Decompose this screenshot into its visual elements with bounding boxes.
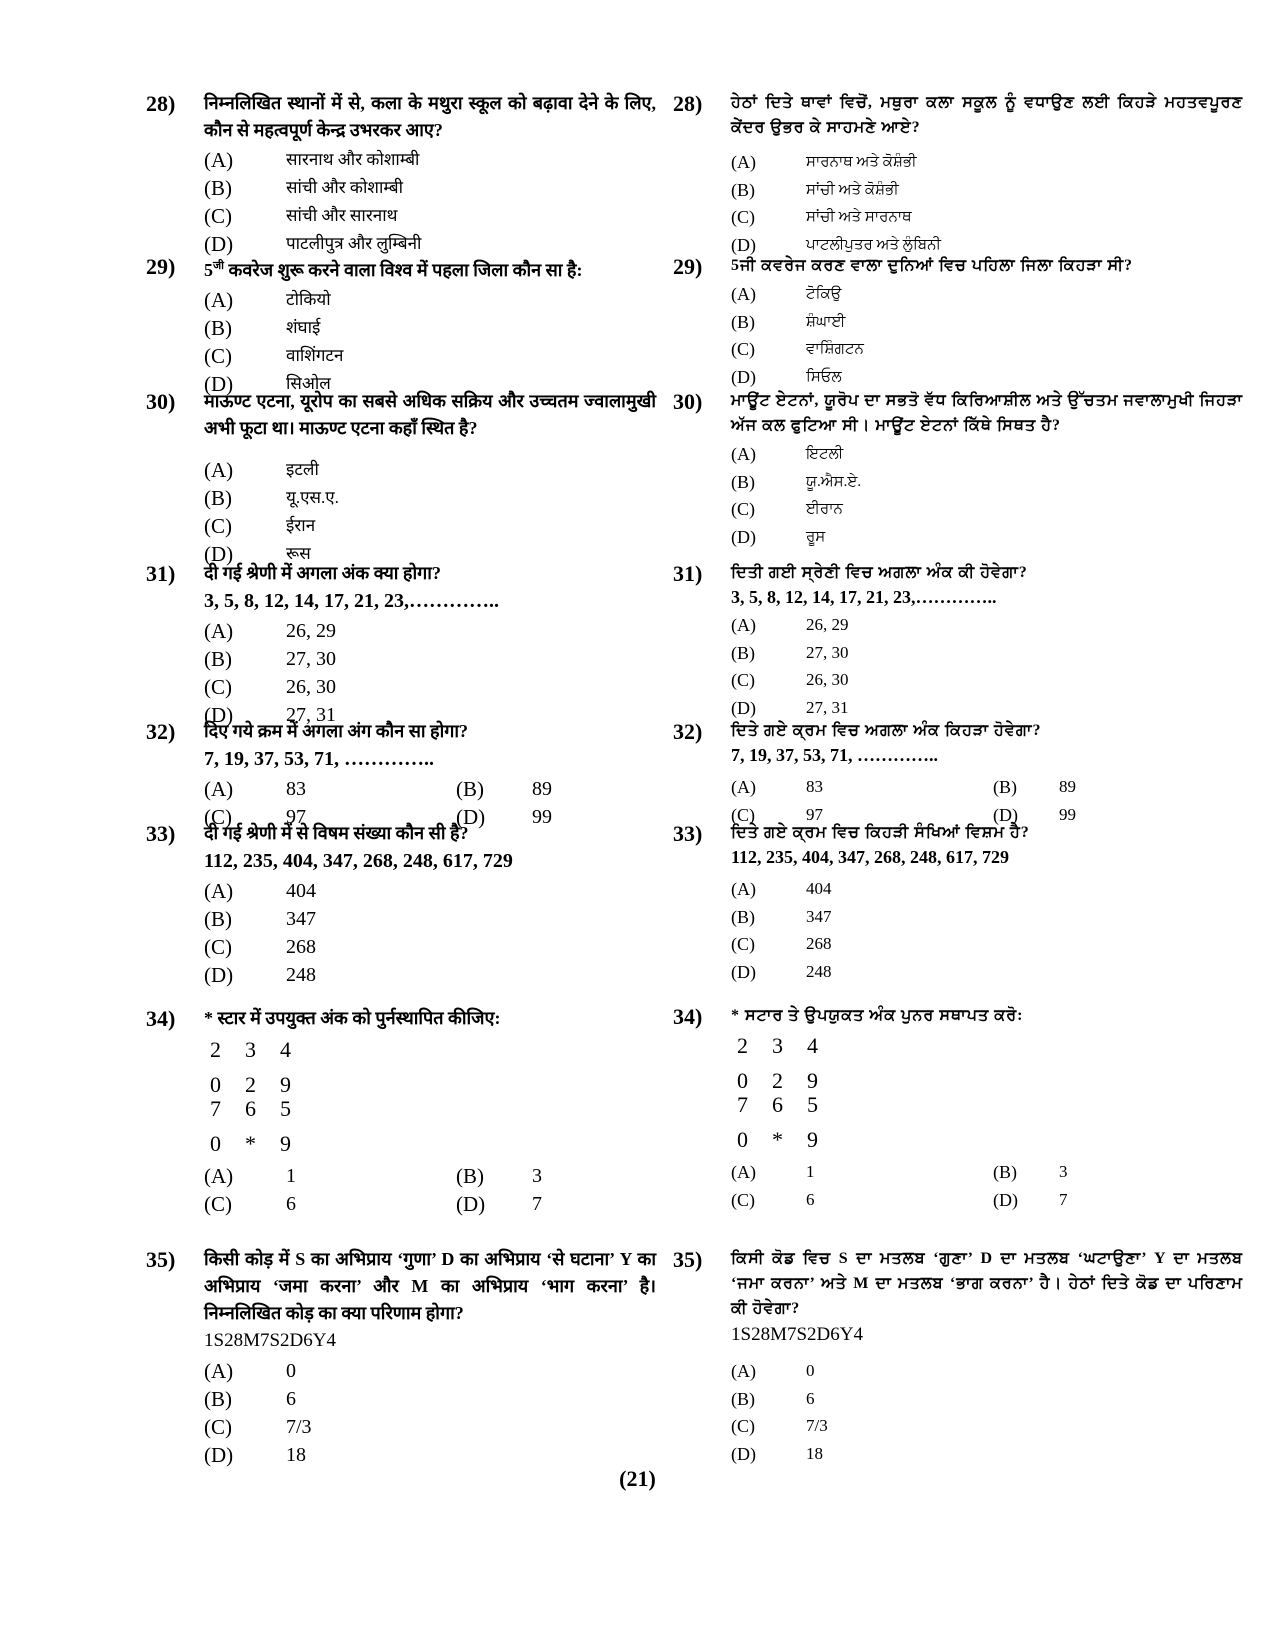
option-row[interactable]: (A) 1 (B) 3 — [204, 1164, 542, 1188]
question-text: ਦਿਤੀ ਗਈ ਸ੍ਰੇਣੀ ਵਿਚ ਅਗਲਾ ਅੰਕ ਕੀ ਹੋਵੇਗਾ? — [731, 564, 1028, 581]
option-d[interactable]: (D) ਰੂਸ — [731, 526, 826, 547]
code-string: 1S28M7S2D6Y4 — [731, 1324, 863, 1345]
option-b[interactable]: (B) सांची और कोशाम्बी — [204, 176, 403, 200]
option-row[interactable]: (A) 83 (B) 89 — [731, 777, 1076, 797]
option-row[interactable]: (A) 1 (B) 3 — [731, 1162, 1068, 1182]
option-a[interactable]: (A) ਸਾਰਨਾਥ ਅਤੇ ਕੋਸ਼ੰਭੀ — [731, 152, 917, 172]
option-c[interactable]: (C) 26, 30 — [731, 670, 849, 690]
option-a[interactable]: (A) ਟੋਕਿਉ — [731, 284, 842, 304]
question-number: 31) — [673, 561, 703, 586]
number-series: 3, 5, 8, 12, 14, 17, 21, 23,………….. — [204, 590, 499, 612]
question-number: 35) — [673, 1247, 703, 1272]
number-series: 3, 5, 8, 12, 14, 17, 21, 23,………….. — [731, 587, 997, 607]
option-row[interactable]: (C) 97 (D) 99 — [204, 805, 552, 829]
option-a[interactable]: (A) 26, 29 — [731, 615, 849, 635]
question-text: 5ਜੀ ਕਵਰੇਜ ਕਰਣ ਵਾਲਾ ਦੁਨਿਆਂ ਵਿਚ ਪਹਿਲਾ ਜਿਲਾ ਕਿਹੜਾ ਸੀ? — [731, 257, 1134, 274]
question-text: ਕਿਸੀ ਕੋਡ ਵਿਚ S ਦਾ ਮਤਲਬ ‘ਗੁਣਾ’ D ਦਾ ਮਤਲਬ ‘ਘਟਾਉਣਾ’ Y ਦਾ ਮਤਲਬ ‘ਜਮਾ ਕਰਨਾ’ ਅਤੇ M ਦਾ ਮਤਲਬ ‘ਭਾਗ ਕਰਨਾ’ ਹੈ। ਹੇਠਾਂ ਦਿਤੇ ਕੋਡ ਦਾ ਪਰਿਣਾਮ ਕੀ ਹੋਵੇਗਾ? — [731, 1250, 1243, 1317]
option-c[interactable]: (C) ਵਾਸ਼ਿੰਗਟਨ — [731, 339, 864, 359]
question-number: 28) — [673, 91, 703, 116]
question-number: 33) — [673, 821, 703, 846]
number-grid: 2 3 4 0 2 9 7 6 5 0 * 9 — [737, 1033, 818, 1152]
option-b[interactable]: (B) ਯੂ.ਐਸ.ਏ. — [731, 471, 862, 492]
option-c[interactable]: (C) ਈਰਾਨ — [731, 499, 843, 519]
question-text: * स्टार में उपयुक्त अंक को पुर्नस्थापित कीजिए: — [204, 1008, 501, 1028]
question-number: 32) — [673, 719, 703, 744]
option-row[interactable]: (A) 83 (B) 89 — [204, 777, 552, 801]
option-row[interactable]: (C) 6 (D) 7 — [204, 1192, 542, 1216]
option-b[interactable]: (B) 347 — [204, 907, 316, 931]
question-text: दी गई श्रेणी में से विषम संख्या कौन सी है? — [204, 823, 469, 843]
option-b[interactable]: (B) शंघाई — [204, 316, 321, 340]
question-number: 28) — [146, 91, 176, 116]
option-d[interactable]: (D) रूस — [204, 542, 311, 566]
option-d[interactable]: (D) ਪਾਟਲੀਪੁਤਰ ਅਤੇ ਲੁੰਬਿਨੀ — [731, 234, 942, 255]
page-number: (21) — [619, 1466, 656, 1491]
question-text: $5^{जी}$ कवरेज शुरू करने वाला विश्व में पहला जिला कौन सा है: — [204, 260, 583, 280]
option-d[interactable]: (D) 27, 31 — [731, 697, 849, 718]
option-a[interactable]: (A) 0 — [204, 1359, 296, 1383]
option-b[interactable]: (B) ਸ਼ੰਘਾਈ — [731, 311, 846, 332]
option-row[interactable]: (C) 6 (D) 7 — [731, 1189, 1068, 1210]
question-number: 30) — [673, 389, 703, 414]
question-text: ਦਿਤੇ ਗਏ ਕ੍ਰਮ ਵਿਚ ਕਿਹੜੀ ਸੰਖਿਆਂ ਵਿਸ਼ਮ ਹੈ? — [731, 824, 1030, 841]
option-b[interactable]: (B) 347 — [731, 906, 832, 927]
question-number: 29) — [146, 254, 176, 279]
question-text: निम्नलिखित स्थानों में से, कला के मथुरा स्कूल को बढ़ावा देने के लिए, कौन से महत्वपूर्ण केन्द्र उभरकर आए? — [204, 93, 656, 140]
number-series: 7, 19, 37, 53, 71, ………….. — [731, 745, 938, 765]
question-number: 32) — [146, 719, 176, 744]
option-c[interactable]: (C) 268 — [204, 935, 316, 959]
option-b[interactable]: (B) ਸਾਂਚੀ ਅਤੇ ਕੋਸ਼ੰਭੀ — [731, 179, 899, 200]
question-number: 34) — [673, 1004, 703, 1029]
number-series: 112, 235, 404, 347, 268, 248, 617, 729 — [204, 850, 513, 872]
option-d[interactable]: (D) 248 — [731, 961, 832, 982]
question-text: * ਸਟਾਰ ਤੇ ਉਪਯੁਕਤ ਅੰਕ ਪੁਨਰ ਸਥਾਪਤ ਕਰੋ: — [731, 1007, 1024, 1024]
option-a[interactable]: (A) सारनाथ और कोशाम्बी — [204, 148, 420, 172]
option-b[interactable]: (B) यू.एस.ए. — [204, 486, 339, 510]
option-b[interactable]: (B) 27, 30 — [731, 642, 849, 663]
option-c[interactable]: (C) 268 — [731, 934, 832, 954]
option-c[interactable]: (C) 7/3 — [204, 1415, 312, 1439]
option-a[interactable]: (A) टोकियो — [204, 288, 331, 312]
question-number: 33) — [146, 821, 176, 846]
number-series: 112, 235, 404, 347, 268, 248, 617, 729 — [731, 847, 1010, 867]
option-d[interactable]: (D) 27, 31 — [204, 703, 336, 727]
question-number: 30) — [146, 389, 176, 414]
option-d[interactable]: (D) 248 — [204, 963, 316, 987]
option-d[interactable]: (D) 18 — [204, 1443, 306, 1467]
question-number: 35) — [146, 1247, 176, 1272]
option-c[interactable]: (C) सांची और सारनाथ — [204, 204, 398, 228]
option-a[interactable]: (A) 404 — [731, 879, 832, 899]
question-text: दी गई श्रेणी में अगला अंक क्या होगा? — [204, 563, 441, 583]
option-b[interactable]: (B) 6 — [204, 1387, 296, 1411]
option-a[interactable]: (A) 26, 29 — [204, 619, 336, 643]
number-grid: 2 3 4 0 2 9 7 6 5 0 * 9 — [210, 1037, 291, 1156]
option-c[interactable]: (C) ਸਾਂਚੀ ਅਤੇ ਸਾਰਨਾਥ — [731, 207, 912, 227]
option-d[interactable]: (D) 18 — [731, 1443, 823, 1464]
option-a[interactable]: (A) 404 — [204, 879, 316, 903]
option-c[interactable]: (C) 7/3 — [731, 1416, 828, 1436]
question-number: 34) — [146, 1006, 176, 1031]
number-series: 7, 19, 37, 53, 71, ………….. — [204, 748, 434, 770]
option-a[interactable]: (A) 0 — [731, 1361, 815, 1381]
option-b[interactable]: (B) 27, 30 — [204, 647, 336, 671]
question-text: माऊण्ट एटना, यूरोप का सबसे अधिक सक्रिय और उच्चतम ज्वालामुखी अभी फूटा था। माऊण्ट एटना कहाँ स्थित है? — [204, 391, 656, 438]
question-text: ਮਾਊਂਟ ਏਟਨਾਂ, ਯੂਰੋਪ ਦਾ ਸਭਤੋ ਵੱਧ ਕਿਰਿਆਸ਼ੀਲ ਅਤੇ ਉੱਚਤਮ ਜਵਾਲਾਮੁਖੀ ਜਿਹੜਾ ਅੱਜ ਕਲ ਫੁਟਿਆ ਸੀ। ਮਾਊਂਟ ਏਟਨਾਂ ਕਿੱਥੇ ਸਿਥਤ ਹੈ? — [731, 392, 1243, 434]
question-text: ਹੇਠਾਂ ਦਿਤੇ ਥਾਵਾਂ ਵਿਚੋਂ, ਮਥੁਰਾ ਕਲਾ ਸਕੂਲ ਨੂੰ ਵਧਾਉਣ ਲਈ ਕਿਹੜੇ ਮਹਤਵਪੂਰਣ ਕੇਂਦਰ ਉਭਰ ਕੇ ਸਾਹਮਣੇ ਆਏ? — [731, 94, 1243, 136]
option-c[interactable]: (C) 26, 30 — [204, 675, 336, 699]
question-text: ਦਿਤੇ ਗਏ ਕ੍ਰਮ ਵਿਚ ਅਗਲਾ ਅੰਕ ਕਿਹੜਾ ਹੋਵੇਗਾ? — [731, 722, 1042, 739]
question-text: दिए गये क्रम में अगला अंग कौन सा होगा? — [204, 721, 469, 741]
option-b[interactable]: (B) 6 — [731, 1388, 815, 1409]
code-string: 1S28M7S2D6Y4 — [204, 1330, 336, 1351]
option-a[interactable]: (A) इटली — [204, 458, 319, 482]
option-row[interactable]: (C) 97 (D) 99 — [731, 804, 1076, 825]
option-d[interactable]: (D) पाटलीपुत्र और लुम्बिनी — [204, 232, 422, 256]
option-a[interactable]: (A) ਇਟਲੀ — [731, 444, 844, 464]
option-d[interactable]: (D) सिओल — [204, 372, 331, 396]
option-d[interactable]: (D) ਸਿਓਲ — [731, 366, 842, 387]
question-number: 31) — [146, 561, 176, 586]
option-c[interactable]: (C) वाशिंगटन — [204, 344, 344, 368]
question-text: किसी कोड़ में S का अभिप्राय ‘गुणा’ D का अभिप्राय ‘से घटाना’ Y का अभिप्राय ‘जमा करना’ और M का अभिप्राय ‘भाग करना’ है। निम्नलिखित कोड़ का क्या परिणाम होगा? — [204, 1249, 656, 1323]
option-c[interactable]: (C) ईरान — [204, 514, 316, 538]
question-number: 29) — [673, 254, 703, 279]
